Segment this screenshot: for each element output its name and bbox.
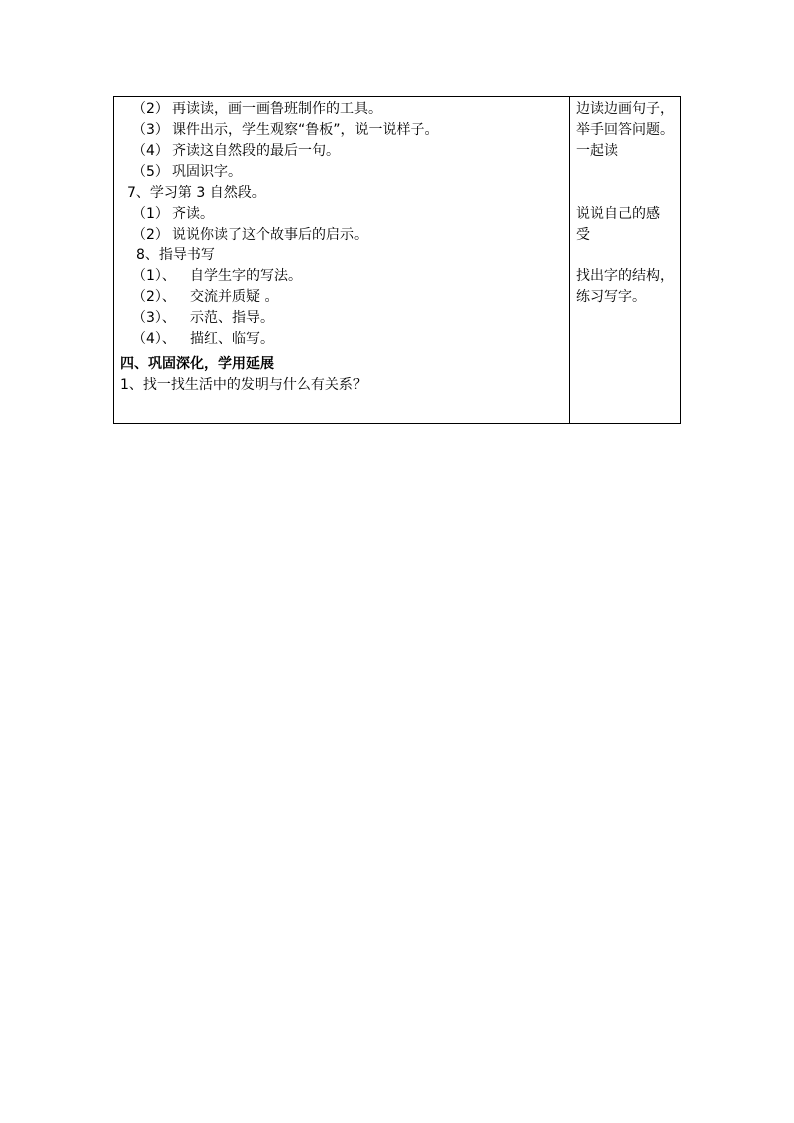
step-line: （1） 齐读。 [132, 206, 214, 222]
step-heading: 7、学习第 3 自然段。 [127, 185, 266, 201]
lesson-plan-table [113, 96, 681, 424]
activity-note: 受 [576, 227, 590, 243]
step-line: （2）、 交流并质疑 。 [132, 289, 279, 305]
activity-note: 练习写字。 [576, 289, 646, 305]
column-divider [569, 97, 570, 423]
section-heading: 四、巩固深化，学用延展 [120, 356, 274, 372]
step-line: （3）、 示范、指导。 [132, 310, 274, 326]
step-heading: 8、指导书写 [136, 247, 215, 263]
activity-note: 边读边画句子， [576, 101, 674, 117]
step-line: （2） 说说你读了这个故事后的启示。 [132, 227, 368, 243]
activity-note: 说说自己的感 [576, 206, 660, 222]
section-item: 1、找一找生活中的发明与什么有关系？ [120, 377, 367, 393]
activity-note: 找出字的结构， [576, 268, 674, 284]
step-line: （2） 再读读，画一画鲁班制作的工具。 [132, 101, 382, 117]
step-line: （5） 巩固识字。 [132, 164, 242, 180]
step-line: （1）、 自学生字的写法。 [132, 268, 302, 284]
activity-note: 一起读 [576, 143, 618, 159]
step-line: （3） 课件出示，学生观察“鲁板”，说一说样子。 [132, 122, 439, 138]
step-line: （4） 齐读这自然段的最后一句。 [132, 143, 340, 159]
activity-note: 举手回答问题。 [576, 122, 674, 138]
step-line: （4）、 描红、临写。 [132, 331, 274, 347]
